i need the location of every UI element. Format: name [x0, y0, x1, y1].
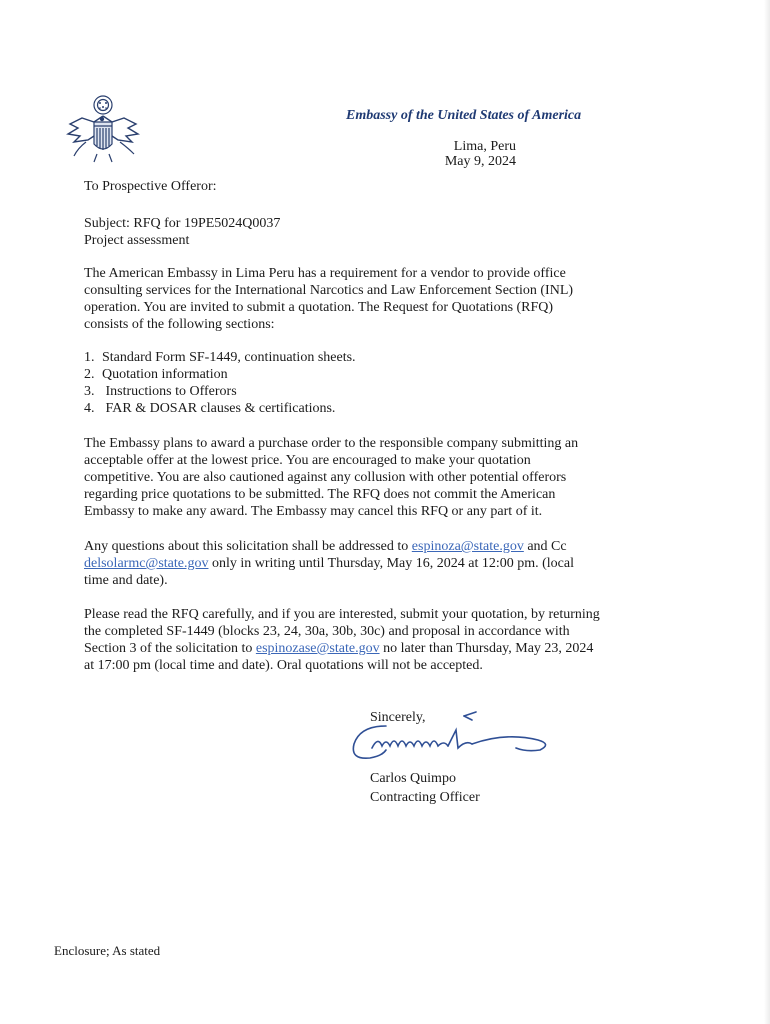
award-paragraph: The Embassy plans to award a purchase order to the responsible company submitting an acceptable offer at the lowest price. You are encouraged to make your quotation competitive. You are also cautioned against any collusion with other potential offerors regarding price quotations to be submitted. The RFQ does not commit the American Embassy to make any award. The Embassy may cancel this RFQ or any part of it.: [84, 436, 579, 519]
enclosure-note: Enclosure; As stated: [54, 943, 161, 958]
intro-paragraph: The American Embassy in Lima Peru has a requirement for a vendor to provide office consulting services for the International Narcotics and Law Enforcement Section (INL) operation. You are invited to submit a quotation. The Request for Quotations (RFQ) consists of the following sections:: [84, 266, 574, 332]
handwritten-signature: [346, 704, 556, 770]
letter-date: May 9, 2024: [444, 154, 516, 169]
list-item: 4. FAR & DOSAR clauses & certifications.: [84, 401, 336, 416]
questions-paragraph: Any questions about this solicitation shall be addressed to espinoza@state.gov and Cc delsolarmc@state.gov only in writing until Thursday, May 16, 2024 at 12:00 pm. (local time and date).: [84, 539, 574, 588]
signatory-title: Contracting Officer: [370, 790, 480, 805]
subject-block: [84, 215, 644, 249]
list-item: 3. Instructions to Offerors: [84, 384, 237, 399]
signatory-name: Carlos Quimpo: [370, 771, 456, 786]
submit-paragraph: Please read the RFQ carefully, and if you are interested, submit your quotation, by returning the completed SF-1449 (blocks 23, 24, 30a, 30b, 30c) and proposal in accordance with Section 3 of the solicitation to espinozase@state.gov no later than Thursday, May 23, 2024 at 17:00 pm (local time and date). Oral quotations will not be accepted.: [84, 607, 600, 673]
subject-project: Project assessment: [84, 233, 190, 248]
email-link-delsolarmc[interactable]: delsolarmc@state.gov: [84, 556, 209, 571]
email-link-espinozase[interactable]: espinozase@state.gov: [255, 641, 380, 656]
sign-off: Sincerely,: [370, 710, 426, 725]
page-edge-shadow: [764, 0, 770, 1024]
salutation: To Prospective Offeror:: [84, 179, 217, 194]
list-item: 2. Quotation information: [84, 367, 228, 382]
list-item: 1. Standard Form SF-1449, continuation sheets.: [84, 350, 356, 365]
email-link-espinoza[interactable]: espinoza@state.gov: [411, 539, 524, 554]
subject-line: Subject: RFQ for 19PE5024Q0037: [84, 216, 281, 231]
letter-city: Lima, Peru: [453, 139, 516, 154]
embassy-title: Embassy of the United States of America: [346, 108, 582, 123]
great-seal-eagle-icon: [64, 92, 142, 164]
sections-list: [84, 349, 356, 417]
